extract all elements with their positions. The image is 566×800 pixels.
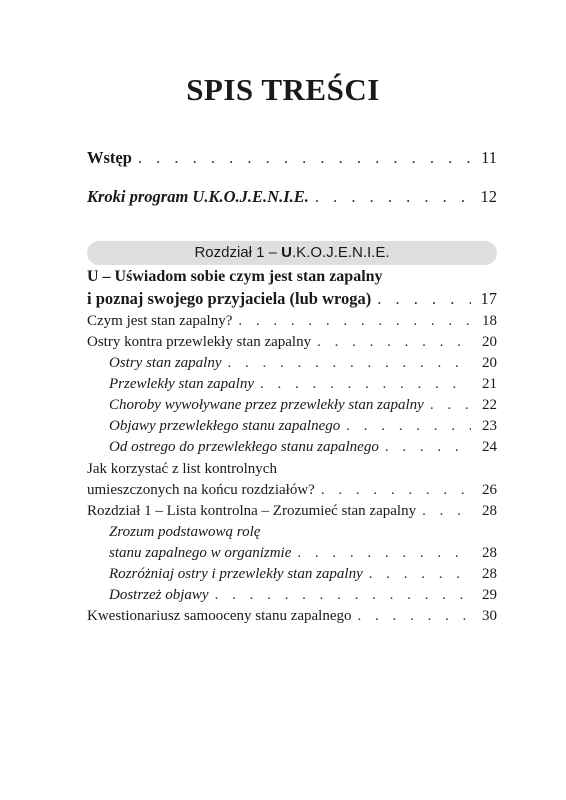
toc-entry-intro[interactable] [87, 148, 497, 168]
toc-entry-label: Ostry kontra przewlekły stan zapalny [87, 334, 312, 350]
toc-subentry[interactable] [109, 416, 497, 436]
toc-subentry[interactable] [109, 374, 497, 394]
toc-page-number: 18 [482, 313, 497, 329]
dot-leader [260, 374, 471, 394]
toc-page-number: 29 [482, 587, 497, 603]
toc-page-number: 23 [482, 418, 497, 434]
toc-entry-label: Dostrzeż objawy [109, 587, 209, 603]
dot-leader [377, 289, 471, 309]
toc-subentry-line1[interactable]: Zrozum podstawową rolę [109, 524, 261, 540]
dot-leader [138, 148, 471, 168]
toc-page-number: 26 [482, 482, 497, 498]
toc-entry-label: Czym jest stan zapalny? [87, 313, 233, 329]
toc-entry-label: Ostry stan zapalny [109, 355, 222, 371]
toc-entry[interactable] [87, 606, 497, 626]
section-heading-line1[interactable]: U – Uświadom sobie czym jest stan zapalny [87, 268, 383, 285]
dot-leader [215, 585, 471, 605]
toc-entry-label: Rozdział 1 – Lista kontrolna – Zrozumieć stan zapalny [87, 503, 417, 519]
toc-subentry[interactable] [109, 395, 497, 415]
dot-leader [321, 480, 471, 500]
toc-entry-label: Rozróżniaj ostry i przewlekły stan zapalny [109, 566, 363, 582]
toc-entry-label: Od ostrego do przewlekłego stanu zapalnego [109, 439, 379, 455]
dot-leader [315, 187, 471, 207]
toc-entry-label: i poznaj swojego przyjaciela (lub wroga) [87, 289, 372, 308]
toc-subentry[interactable] [109, 353, 497, 373]
toc-entry-label: Kwestionariusz samooceny stanu zapalnego [87, 608, 352, 624]
toc-entry-label: Wstęp [87, 148, 132, 167]
toc-page-number: 28 [482, 566, 497, 582]
dot-leader [358, 606, 472, 626]
toc-page-number: 22 [482, 397, 497, 413]
toc-entry-label: Choroby wywoływane przez przewlekły stan zapalny [109, 397, 424, 413]
checklist-heading-line2[interactable] [87, 480, 497, 500]
toc-page-number: 24 [482, 439, 497, 455]
page-title: SPIS TREŚCI [186, 72, 380, 107]
dot-leader [297, 543, 471, 563]
toc-subentry[interactable] [109, 564, 497, 584]
dot-leader [317, 332, 471, 352]
checklist-heading-line1[interactable]: Jak korzystać z list kontrolnych [87, 461, 277, 477]
toc-entry-label: Przewlekły stan zapalny [109, 376, 254, 392]
dot-leader [238, 311, 471, 331]
toc-subentry[interactable] [109, 543, 497, 563]
toc-entry-label: umieszczonych na końcu rozdziałów? [87, 482, 315, 498]
toc-entry-label: Kroki program U.K.O.J.E.N.I.E. [87, 187, 309, 206]
toc-entry-label: stanu zapalnego w organizmie [109, 545, 292, 561]
chapter-prefix: Rozdział 1 – [194, 244, 282, 261]
dot-leader [228, 353, 472, 373]
dot-leader [346, 416, 471, 436]
toc-page-number: 11 [481, 148, 497, 167]
toc-page-number: 20 [482, 334, 497, 350]
dot-leader [430, 395, 471, 415]
toc-subentry[interactable] [109, 437, 497, 457]
toc-subentry[interactable] [109, 585, 497, 605]
dot-leader [369, 564, 471, 584]
toc-page-number: 17 [480, 289, 497, 308]
chapter-strong-letter: U [281, 244, 293, 261]
toc-page-number: 21 [482, 376, 497, 392]
chapter-rest: .K.O.J.E.N.I.E. [292, 244, 390, 261]
toc-entry[interactable] [87, 501, 497, 521]
dot-leader [385, 437, 471, 457]
toc-page-number: 12 [480, 187, 497, 206]
toc-entry-label: Objawy przewlekłego stanu zapalnego [109, 418, 341, 434]
chapter-header [87, 241, 497, 265]
toc-page-number: 20 [482, 355, 497, 371]
toc-entry[interactable] [87, 311, 497, 331]
section-heading-line2[interactable] [87, 289, 497, 309]
toc-entry[interactable] [87, 332, 497, 352]
toc-page-number: 28 [482, 545, 497, 561]
dot-leader [422, 501, 471, 521]
toc-entry-steps[interactable] [87, 187, 497, 207]
toc-page-number: 28 [482, 503, 497, 519]
toc-page-number: 30 [482, 608, 497, 624]
